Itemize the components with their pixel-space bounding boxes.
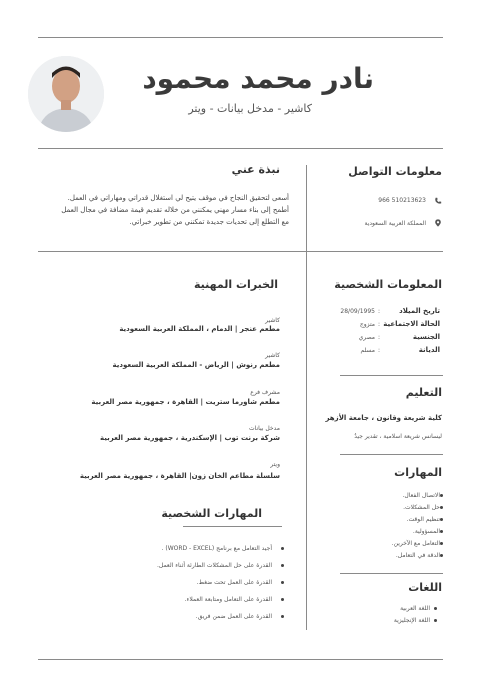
personal-sep-birth: : (378, 308, 381, 315)
personal-sep-religion: : (378, 347, 381, 354)
about-title: نبذة عني (231, 163, 280, 176)
soft-skill-item-4: القدرة على التعامل ومتابعة العملاء. (184, 596, 272, 603)
personal-label-religion: الديانة (418, 346, 440, 354)
personal-label-birth: تاريخ الميلاد (399, 307, 440, 315)
soft-skill-bullet-4 (281, 598, 284, 601)
personal-value-nationality: مصري (358, 334, 375, 341)
personal-value-religion: مسلم (360, 347, 375, 354)
soft-skill-item-2: القدرة على حل المشكلات الطارئة أثناء العمل. (157, 562, 272, 569)
soft-skills-underline (183, 526, 282, 527)
profile-photo (28, 56, 104, 132)
soft-skill-bullet-3 (281, 581, 284, 584)
skill-item-1: الاتصال الفعال. (402, 492, 440, 499)
soft-skill-bullet-2 (281, 564, 284, 567)
location-pin-icon (434, 219, 442, 227)
experience-role-1: كاشير (265, 317, 280, 324)
personal-sep-marital: : (378, 321, 381, 328)
skill-bullet-4 (440, 530, 443, 533)
education-divider (340, 454, 443, 455)
education-degree: ليسانس شريعة اسلامية ، تقدير جيدٌ (354, 433, 442, 440)
education-title: التعليم (405, 386, 442, 399)
personal-label-marital: الحالة الاجتماعية (383, 320, 440, 328)
language-item-2: اللغة الإنجليزية (393, 617, 430, 624)
skill-item-2: حل المشكلات. (403, 504, 440, 511)
job-title: كاشير - مدخل بيانات - ويتر (188, 102, 312, 115)
column-divider (306, 165, 307, 630)
header-divider (38, 148, 443, 149)
about-line-3: مع التطلع إلى تحديات جديدة تمكنني من تطوير خبراتي. (129, 218, 289, 226)
soft-skill-item-5: القدرة على العمل ضمن فريق. (195, 613, 272, 620)
skill-item-5: التعامل مع الآخرين. (391, 540, 440, 547)
experience-place-2: مطعم رنوش | الرياض - المملكة العربية السعودية (112, 361, 280, 369)
soft-skill-bullet-5 (281, 615, 284, 618)
bottom-divider (38, 659, 443, 660)
top-divider (38, 37, 443, 38)
languages-title: اللغات (408, 581, 442, 594)
contact-title: معلومات التواصل (348, 165, 442, 178)
personal-divider (340, 375, 443, 376)
skills-divider (340, 573, 443, 574)
personal-info-title: المعلومات الشخصية (334, 278, 442, 291)
skills-title: المهارات (394, 466, 442, 479)
personal-label-nationality: الجنسية (412, 333, 440, 341)
about-line-1: أسعى لتحقيق النجاح في موقف يتيح لي استغلال قدراتي ومهاراتي في العمل. (67, 194, 289, 202)
soft-skill-bullet-1 (281, 547, 284, 550)
skill-bullet-3 (440, 518, 443, 521)
experience-place-5: سلسلة مطاعم الخان زون| القاهرة ، جمهورية مصر العربية (79, 472, 280, 480)
skill-item-3: تنظيم الوقت. (406, 516, 440, 523)
language-item-1: اللغة العربية (400, 605, 430, 612)
skill-bullet-2 (440, 506, 443, 509)
soft-skills-title: المهارات الشخصية (161, 507, 262, 520)
skill-item-6: الدقة في التعامل. (395, 552, 440, 559)
skill-bullet-5 (440, 542, 443, 545)
soft-skill-item-1: أجيد التعامل مع برنامج (WORD - EXCEL) . (161, 545, 272, 552)
language-bullet-1 (434, 607, 437, 610)
skill-bullet-1 (440, 494, 443, 497)
experience-role-5: ويتر (270, 461, 280, 468)
experience-place-3: مطعم شاورما ستريت | القاهرة ، جمهورية مصر العربية (91, 398, 280, 406)
contact-phone: 966 510213623 (378, 197, 426, 204)
soft-skill-item-3: القدرة على العمل تحت ضغط. (196, 579, 272, 586)
experience-place-4: شركة برنت توب | الإسكندرية ، جمهورية مصر العربية (99, 434, 280, 442)
personal-value-marital: متزوج (359, 321, 375, 328)
contact-location: المملكة العربية السعودية (364, 220, 426, 227)
experience-role-2: كاشير (265, 352, 280, 359)
mid-divider (38, 251, 443, 252)
person-avatar-icon (28, 56, 104, 132)
person-name: نادر محمد محمود (142, 62, 374, 95)
experience-role-4: مدخل بيانات (249, 425, 280, 432)
language-bullet-2 (434, 619, 437, 622)
experience-place-1: مطعم عنجر | الدمام ، المملكة العربية السعودية (119, 325, 280, 333)
experience-title: الخبرات المهنية (193, 278, 278, 291)
education-school: كلية شريعة وقانون ، جامعة الأزهر (325, 414, 442, 422)
personal-sep-nationality: : (378, 334, 381, 341)
phone-icon (434, 197, 442, 205)
about-line-2: أطمح إلى بناء مسار مهني يمكنني من خلاله تقديم قيمة مضافة في مجال العمل (61, 206, 289, 214)
experience-role-3: مشرف فرع (250, 389, 280, 396)
skill-item-4: المسؤولية. (412, 528, 440, 535)
skill-bullet-6 (440, 554, 443, 557)
personal-value-birth: 28/09/1995 (340, 308, 375, 315)
